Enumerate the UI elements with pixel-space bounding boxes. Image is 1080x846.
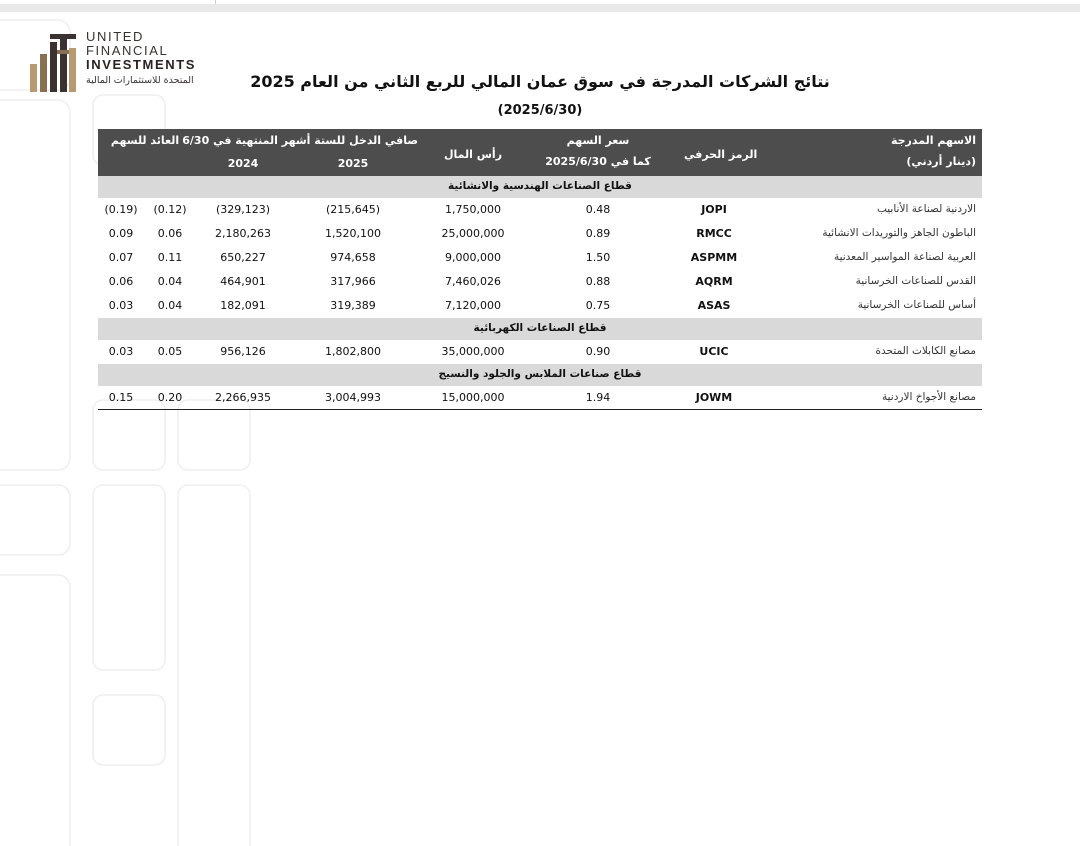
- header-capital: رأس المال: [443, 148, 503, 161]
- eps-2024-cell: (0.19): [104, 203, 138, 216]
- company-cell: القدس للصناعات الخرسانية: [855, 275, 976, 287]
- header-year-2024: 2024: [227, 157, 259, 170]
- logo-mark-icon: [30, 34, 76, 92]
- logo-line-1: UNITED: [86, 29, 144, 44]
- net-income-2024-cell: 2,266,935: [215, 391, 271, 404]
- net-income-2025-cell: (215,645): [325, 203, 381, 216]
- net-income-2024-cell: (329,123): [215, 203, 271, 216]
- price-cell: 0.88: [585, 275, 611, 288]
- net-income-2025-cell: 1,802,800: [325, 345, 381, 358]
- eps-2024-cell: 0.15: [108, 391, 134, 404]
- eps-2024-cell: 0.06: [108, 275, 134, 288]
- eps-2025-cell: (0.12): [153, 203, 187, 216]
- header-year-2025: 2025: [337, 157, 369, 170]
- eps-2024-cell: 0.09: [108, 227, 134, 240]
- symbol-cell: UCIC: [699, 345, 729, 358]
- table-row: [98, 386, 982, 410]
- capital-cell: 25,000,000: [441, 227, 505, 240]
- sector-header: [98, 176, 982, 198]
- company-cell: الباطون الجاهز والتوريدات الانشائية: [822, 227, 976, 239]
- price-cell: 1.50: [585, 251, 611, 264]
- table-body: [98, 176, 982, 410]
- report-title: نتائج الشركات المدرجة في سوق عمان المالي للربع الثاني من العام 2025: [250, 72, 830, 91]
- eps-2024-cell: 0.03: [108, 345, 134, 358]
- capital-cell: 35,000,000: [441, 345, 505, 358]
- eps-2025-cell: 0.20: [157, 391, 183, 404]
- company-cell: مصانع الأجواخ الاردنية: [881, 391, 976, 403]
- company-cell: أساس للصناعات الخرسانية: [857, 299, 976, 311]
- sector-header: [98, 364, 982, 386]
- price-cell: 0.75: [585, 299, 611, 312]
- eps-2024-cell: 0.07: [108, 251, 134, 264]
- price-cell: 0.90: [585, 345, 611, 358]
- company-cell: الاردنية لصناعة الأنابيب: [876, 203, 976, 215]
- net-income-2025-cell: 319,389: [330, 299, 376, 312]
- header-net-income: صافي الدخل للستة أشهر المنتهية في 6/30: [182, 134, 418, 147]
- sector-name: قطاع الصناعات الهندسية والانشائية: [448, 180, 632, 192]
- header-eps: العائد للسهم: [110, 134, 180, 147]
- capital-cell: 15,000,000: [441, 391, 505, 404]
- capital-cell: 1,750,000: [445, 203, 501, 216]
- net-income-2025-cell: 3,004,993: [325, 391, 381, 404]
- table-row: [98, 246, 982, 270]
- net-income-2025-cell: 1,520,100: [325, 227, 381, 240]
- eps-2025-cell: 0.04: [157, 275, 183, 288]
- table-row: [98, 198, 982, 222]
- price-cell: 0.89: [585, 227, 611, 240]
- symbol-cell: AQRM: [695, 275, 733, 288]
- sector-name: قطاع الصناعات الكهربائية: [473, 322, 607, 334]
- eps-2025-cell: 0.06: [157, 227, 183, 240]
- net-income-2025-cell: 317,966: [330, 275, 376, 288]
- net-income-2024-cell: 464,901: [220, 275, 266, 288]
- header-company-unit: (دينار أردني): [906, 155, 976, 168]
- header-price: سعر السهم: [566, 134, 630, 147]
- net-income-2024-cell: 2,180,263: [215, 227, 271, 240]
- header-symbol: الرمز الحرفي: [684, 148, 758, 161]
- table-row: [98, 222, 982, 246]
- eps-2025-cell: 0.05: [157, 345, 183, 358]
- capital-cell: 7,120,000: [445, 299, 501, 312]
- net-income-2024-cell: 650,227: [220, 251, 266, 264]
- table-row: [98, 340, 982, 364]
- header-price-date: كما في 2025/6/30: [545, 155, 651, 168]
- sector-header: [98, 318, 982, 340]
- table-row: [98, 294, 982, 318]
- capital-cell: 9,000,000: [445, 251, 501, 264]
- capital-cell: 7,460,026: [445, 275, 501, 288]
- logo-line-3: INVESTMENTS: [86, 57, 197, 72]
- company-cell: مصانع الكابلات المتحدة: [875, 345, 976, 357]
- company-cell: العربية لصناعة المواسير المعدنية: [833, 251, 976, 263]
- logo-line-2: FINANCIAL: [86, 43, 169, 58]
- table-header: [98, 129, 982, 176]
- eps-2024-cell: 0.03: [108, 299, 134, 312]
- sector-name: قطاع صناعات الملابس والجلود والنسيج: [438, 368, 642, 380]
- header-company: الاسهم المدرجة: [890, 134, 976, 147]
- symbol-cell: RMCC: [696, 227, 732, 240]
- symbol-cell: ASAS: [697, 299, 731, 312]
- symbol-cell: JOWM: [695, 391, 733, 404]
- symbol-cell: JOPI: [701, 203, 727, 216]
- background-pattern: [0, 0, 260, 846]
- table-row: [98, 270, 982, 294]
- eps-2025-cell: 0.04: [157, 299, 183, 312]
- net-income-2024-cell: 956,126: [220, 345, 266, 358]
- results-table: [98, 129, 982, 410]
- symbol-cell: ASPMM: [690, 251, 738, 264]
- price-cell: 1.94: [585, 391, 611, 404]
- logo-arabic-name: المتحدة للاستثمارات المالية: [86, 75, 194, 86]
- net-income-2025-cell: 974,658: [330, 251, 376, 264]
- net-income-2024-cell: 182,091: [220, 299, 266, 312]
- price-cell: 0.48: [585, 203, 611, 216]
- report-date: (2025/6/30): [497, 103, 583, 118]
- eps-2025-cell: 0.11: [157, 251, 183, 264]
